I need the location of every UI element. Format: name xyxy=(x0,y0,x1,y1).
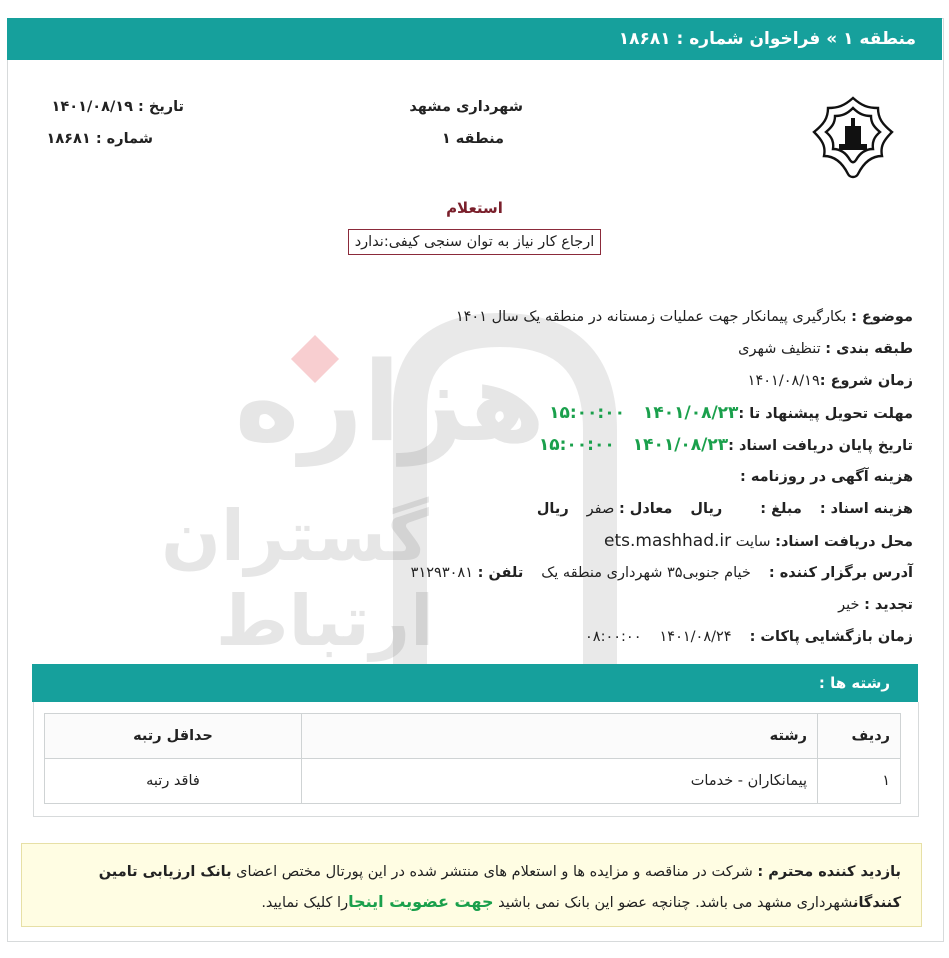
watermark-word-2: گستران xyxy=(161,495,429,577)
start-value: ۱۴۰۱/۰۸/۱۹ xyxy=(747,373,820,389)
column-header-field: رشته xyxy=(302,714,818,759)
receive-row: محل دریافت اسناد: سایت ets.mashhad.ir xyxy=(604,531,913,551)
number-line xyxy=(46,131,153,147)
phone-value: ۳۱۲۹۳۰۸۱ xyxy=(410,565,473,581)
opening-row: زمان بازگشایی پاکات :۱۴۰۱/۰۸/۲۴۰۸:۰۰:۰۰ xyxy=(585,629,913,645)
renewal-value: خیر xyxy=(838,597,860,613)
subject-row: موضوع : بکارگیری پیمانکار جهت عملیات زمستانه در منطقه یک سال ۱۴۰۱ xyxy=(455,309,913,325)
membership-notice: بازدید کننده محترم : شرکت در مناقصه و مزایده ها و استعلام های منتشر شده در این پورتال مختص اعضای بانک ارزیابی تامین کنندگانشهرداری مشهد می باشد. چنانچه عضو این بانک نمی باشید جهت عضویت اینجارا کلیک نمایید. xyxy=(21,843,922,927)
date-line xyxy=(52,99,184,115)
organization-name: شهرداری مشهد xyxy=(409,99,523,115)
title-bar xyxy=(7,18,942,60)
number-value: ۱۸۶۸۱ xyxy=(46,131,91,147)
mashhad-municipality-logo xyxy=(806,94,900,184)
date-label: تاریخ : xyxy=(138,99,184,115)
cell-field: پیمانکاران - خدمات xyxy=(302,759,818,804)
fields-table xyxy=(44,713,901,804)
fields-section-title: رشته ها : xyxy=(818,674,890,692)
date-value: ۱۴۰۱/۰۸/۱۹ xyxy=(51,99,133,115)
start-row: زمان شروع :۱۴۰۱/۰۸/۱۹ xyxy=(747,373,913,389)
fields-table-container xyxy=(33,702,919,817)
doc-end-date: ۱۴۰۱/۰۸/۲۳ xyxy=(632,435,729,455)
column-header-index: ردیف xyxy=(818,714,901,759)
document-type: استعلام xyxy=(446,199,503,217)
column-header-rank: حداقل رتبه xyxy=(45,714,302,759)
cell-index: ۱ xyxy=(818,759,901,804)
doc-cost-row: هزینه اسناد :مبلغ :ریالمعادل : صفرریال xyxy=(536,501,913,517)
district-name: منطقه ۱ xyxy=(441,131,504,147)
address-row: آدرس برگزار کننده :خیام جنوبی۳۵ شهرداری منطقه یکتلفن : ۳۱۲۹۳۰۸۱ xyxy=(410,565,913,581)
subject-value: بکارگیری پیمانکار جهت عملیات زمستانه در منطقه یک سال ۱۴۰۱ xyxy=(455,309,847,325)
category-value: تنظیف شهری xyxy=(738,341,821,357)
opening-time: ۰۸:۰۰:۰۰ xyxy=(585,629,642,645)
number-label: شماره : xyxy=(95,131,153,147)
equivalent-value: صفر xyxy=(586,501,615,517)
deadline-date: ۱۴۰۱/۰۸/۲۳ xyxy=(642,403,739,423)
ad-cost-row: هزینه آگهی در روزنامه : xyxy=(739,469,913,485)
page-title: منطقه ۱ » فراخوان شماره : ۱۸۶۸۱ xyxy=(618,29,916,49)
opening-date: ۱۴۰۱/۰۸/۲۴ xyxy=(659,629,732,645)
category-row: طبقه بندی : تنظیف شهری xyxy=(738,341,913,357)
renewal-row: تجدید : خیر xyxy=(838,597,913,613)
watermark-word-3: ارتباط xyxy=(215,580,435,662)
deadline-time: ۱۵:۰۰:۰۰ xyxy=(549,403,625,423)
cell-rank: فاقد رتبه xyxy=(45,759,302,804)
membership-link[interactable]: جهت عضویت اینجا xyxy=(348,892,494,911)
address-value: خیام جنوبی۳۵ شهرداری منطقه یک xyxy=(541,565,751,581)
fields-section-header xyxy=(32,664,918,702)
deadline-row: مهلت تحویل پیشنهاد تا :۱۴۰۱/۰۸/۲۳۱۵:۰۰:۰۰ xyxy=(549,403,913,423)
supplier-bank-name: بانک ارزیابی تامین کنندگان xyxy=(98,864,901,911)
receive-site-link[interactable]: ets.mashhad.ir xyxy=(604,531,732,551)
doc-end-time: ۱۵:۰۰:۰۰ xyxy=(538,435,615,455)
tender-details xyxy=(53,306,913,658)
watermark-word-1: هزاره xyxy=(234,338,546,466)
table-row xyxy=(45,759,901,804)
quality-assessment-note: ارجاع کار نیاز به توان سنجی کیفی:ندارد xyxy=(348,229,602,255)
doc-end-row: تاریخ پایان دریافت اسناد :۱۴۰۱/۰۸/۲۳۱۵:۰۰:۰۰ xyxy=(538,435,913,455)
